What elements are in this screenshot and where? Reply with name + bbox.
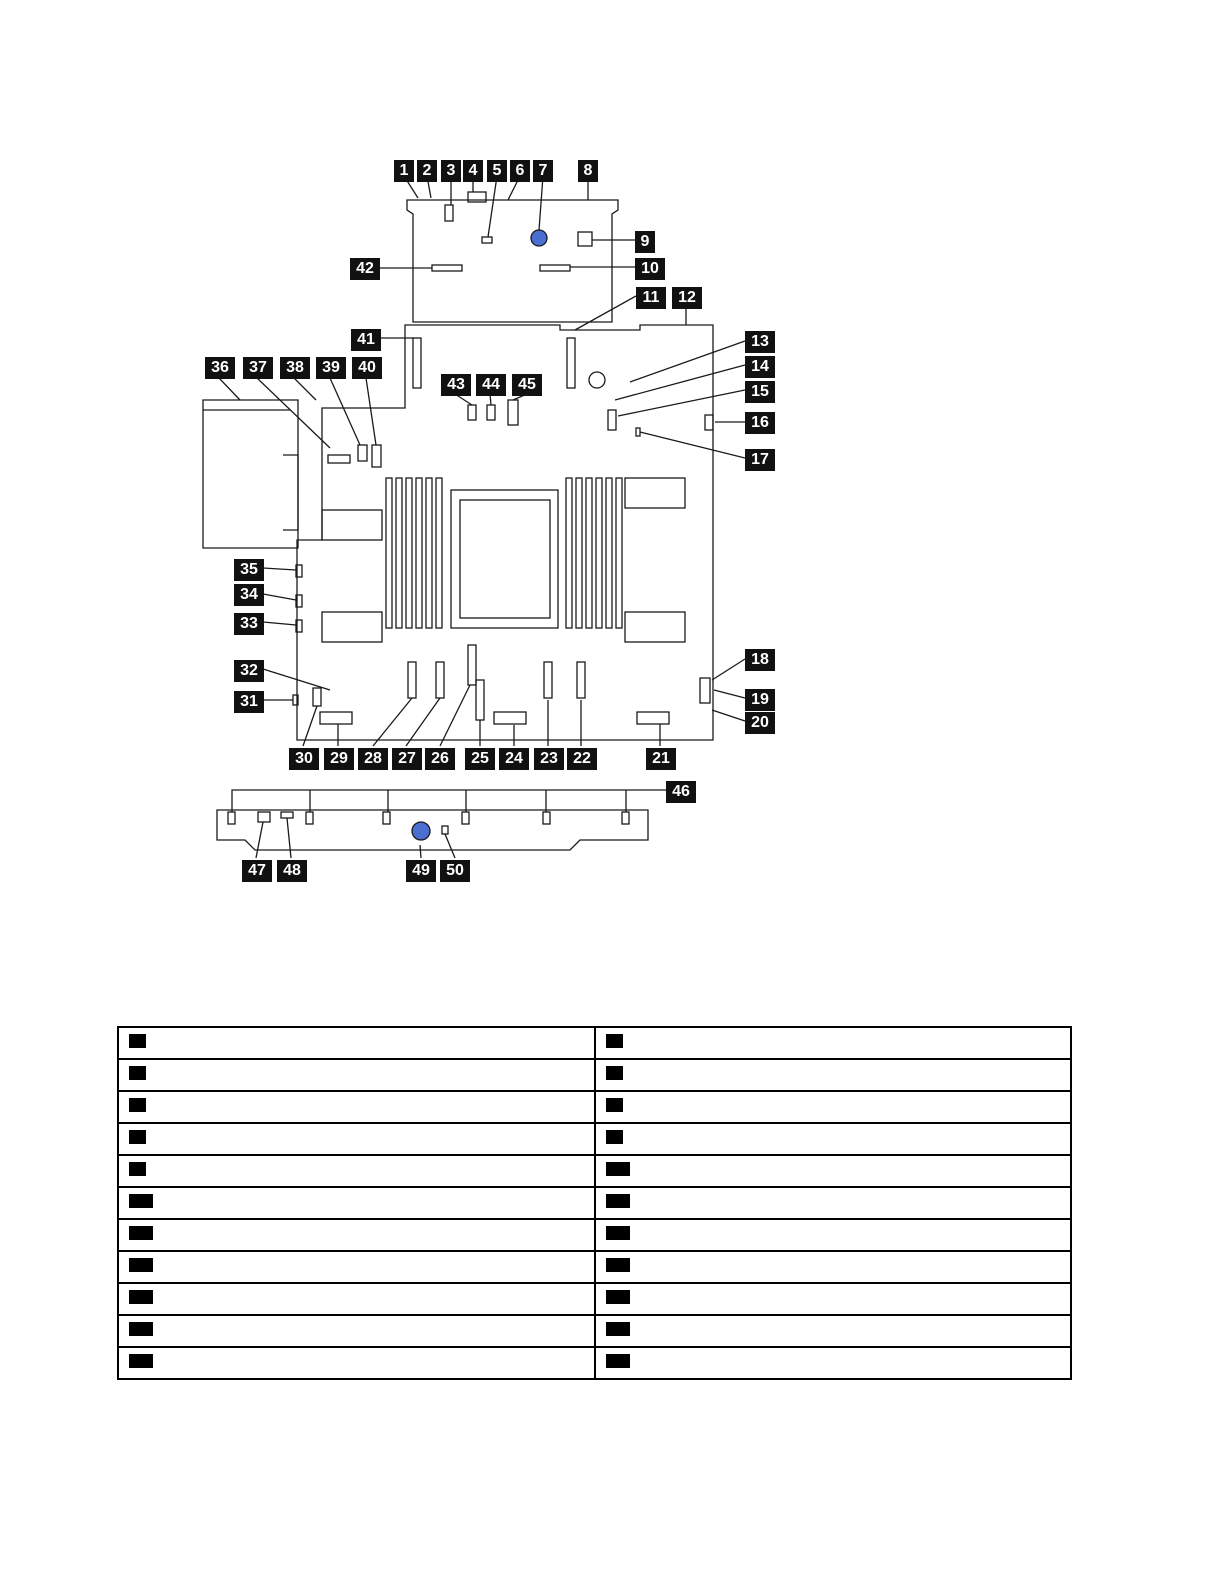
callout-32: 32: [234, 660, 264, 682]
callout-10: 10: [635, 258, 665, 280]
callout-13: 13: [745, 331, 775, 353]
callout-49: 49: [406, 860, 436, 882]
legend-cell-left: [118, 1283, 595, 1315]
legend-cell-left: [118, 1155, 595, 1187]
legend-cell-left: [118, 1059, 595, 1091]
callout-48: 48: [277, 860, 307, 882]
legend-cell-right: [595, 1091, 1072, 1123]
legend-row: [118, 1059, 1071, 1091]
legend-cell-right: [595, 1347, 1072, 1379]
legend-cell-right: [595, 1187, 1072, 1219]
legend-callout-badge: [606, 1034, 623, 1048]
callout-50: 50: [440, 860, 470, 882]
legend-row: [118, 1187, 1071, 1219]
legend-callout-badge: [606, 1162, 630, 1176]
callout-21: 21: [646, 748, 676, 770]
legend-cell-right: [595, 1027, 1072, 1059]
callout-26: 26: [425, 748, 455, 770]
callout-29: 29: [324, 748, 354, 770]
legend-callout-badge: [129, 1034, 146, 1048]
callout-18: 18: [745, 649, 775, 671]
legend-callout-badge: [606, 1226, 630, 1240]
legend-cell-left: [118, 1251, 595, 1283]
callout-14: 14: [745, 356, 775, 378]
legend-cell-left: [118, 1091, 595, 1123]
legend-row: [118, 1251, 1071, 1283]
legend-cell-left: [118, 1315, 595, 1347]
legend-callout-badge: [606, 1290, 630, 1304]
callout-47: 47: [242, 860, 272, 882]
legend-callout-badge: [606, 1098, 623, 1112]
legend-cell-left: [118, 1123, 595, 1155]
legend-callout-badge: [606, 1066, 623, 1080]
legend-row: [118, 1091, 1071, 1123]
callout-8: 8: [578, 160, 598, 182]
legend-callout-badge: [129, 1226, 153, 1240]
callout-20: 20: [745, 712, 775, 734]
callout-38: 38: [280, 357, 310, 379]
callout-23: 23: [534, 748, 564, 770]
callout-41: 41: [351, 329, 381, 351]
legend-cell-right: [595, 1283, 1072, 1315]
callout-22: 22: [567, 748, 597, 770]
legend-callout-badge: [129, 1066, 146, 1080]
legend-cell-left: [118, 1219, 595, 1251]
callout-17: 17: [745, 449, 775, 471]
callout-39: 39: [316, 357, 346, 379]
callout-33: 33: [234, 613, 264, 635]
legend-callout-badge: [606, 1258, 630, 1272]
callout-31: 31: [234, 691, 264, 713]
legend-row: [118, 1315, 1071, 1347]
legend-cell-right: [595, 1155, 1072, 1187]
callout-16: 16: [745, 412, 775, 434]
legend-row: [118, 1219, 1071, 1251]
callout-12: 12: [672, 287, 702, 309]
callout-6: 6: [510, 160, 530, 182]
legend-cell-left: [118, 1027, 595, 1059]
legend-callout-badge: [129, 1322, 153, 1336]
callout-3: 3: [441, 160, 461, 182]
legend-callout-badge: [129, 1130, 146, 1144]
standoff-top: [531, 230, 547, 246]
legend-callout-badge: [129, 1162, 146, 1176]
callout-35: 35: [234, 559, 264, 581]
cmos-battery: [589, 372, 605, 388]
callout-43: 43: [441, 374, 471, 396]
callout-15: 15: [745, 381, 775, 403]
legend-callout-badge: [129, 1354, 153, 1368]
legend-cell-right: [595, 1123, 1072, 1155]
callout-25: 25: [465, 748, 495, 770]
callout-28: 28: [358, 748, 388, 770]
legend-cell-right: [595, 1219, 1072, 1251]
legend-cell-left: [118, 1347, 595, 1379]
callout-4: 4: [463, 160, 483, 182]
legend-callout-badge: [129, 1098, 146, 1112]
callout-45: 45: [512, 374, 542, 396]
legend-callout-badge: [129, 1194, 153, 1208]
legend-callout-badge: [129, 1258, 153, 1272]
legend-callout-badge: [606, 1194, 630, 1208]
legend-body: [118, 1027, 1071, 1379]
legend-callout-badge: [129, 1290, 153, 1304]
callout-36: 36: [205, 357, 235, 379]
legend-cell-left: [118, 1187, 595, 1219]
callout-30: 30: [289, 748, 319, 770]
legend-row: [118, 1347, 1071, 1379]
callout-7: 7: [533, 160, 553, 182]
legend-cell-right: [595, 1315, 1072, 1347]
legend-callout-badge: [606, 1130, 623, 1144]
callout-42: 42: [350, 258, 380, 280]
callout-2: 2: [417, 160, 437, 182]
legend-cell-right: [595, 1251, 1072, 1283]
callout-1: 1: [394, 160, 414, 182]
callout-19: 19: [745, 689, 775, 711]
legend-cell-right: [595, 1059, 1072, 1091]
legend-table: [117, 1026, 1072, 1380]
callout-5: 5: [487, 160, 507, 182]
callout-44: 44: [476, 374, 506, 396]
callout-11: 11: [636, 287, 666, 309]
callout-9: 9: [635, 231, 655, 253]
legend-row: [118, 1123, 1071, 1155]
callout-27: 27: [392, 748, 422, 770]
callout-40: 40: [352, 357, 382, 379]
callout-46: 46: [666, 781, 696, 803]
legend-row: [118, 1027, 1071, 1059]
legend-callout-badge: [606, 1354, 630, 1368]
legend-callout-badge: [606, 1322, 630, 1336]
legend-row: [118, 1283, 1071, 1315]
callout-24: 24: [499, 748, 529, 770]
callout-34: 34: [234, 584, 264, 606]
standoff-fan-cage: [412, 822, 430, 840]
callout-37: 37: [243, 357, 273, 379]
legend-row: [118, 1155, 1071, 1187]
